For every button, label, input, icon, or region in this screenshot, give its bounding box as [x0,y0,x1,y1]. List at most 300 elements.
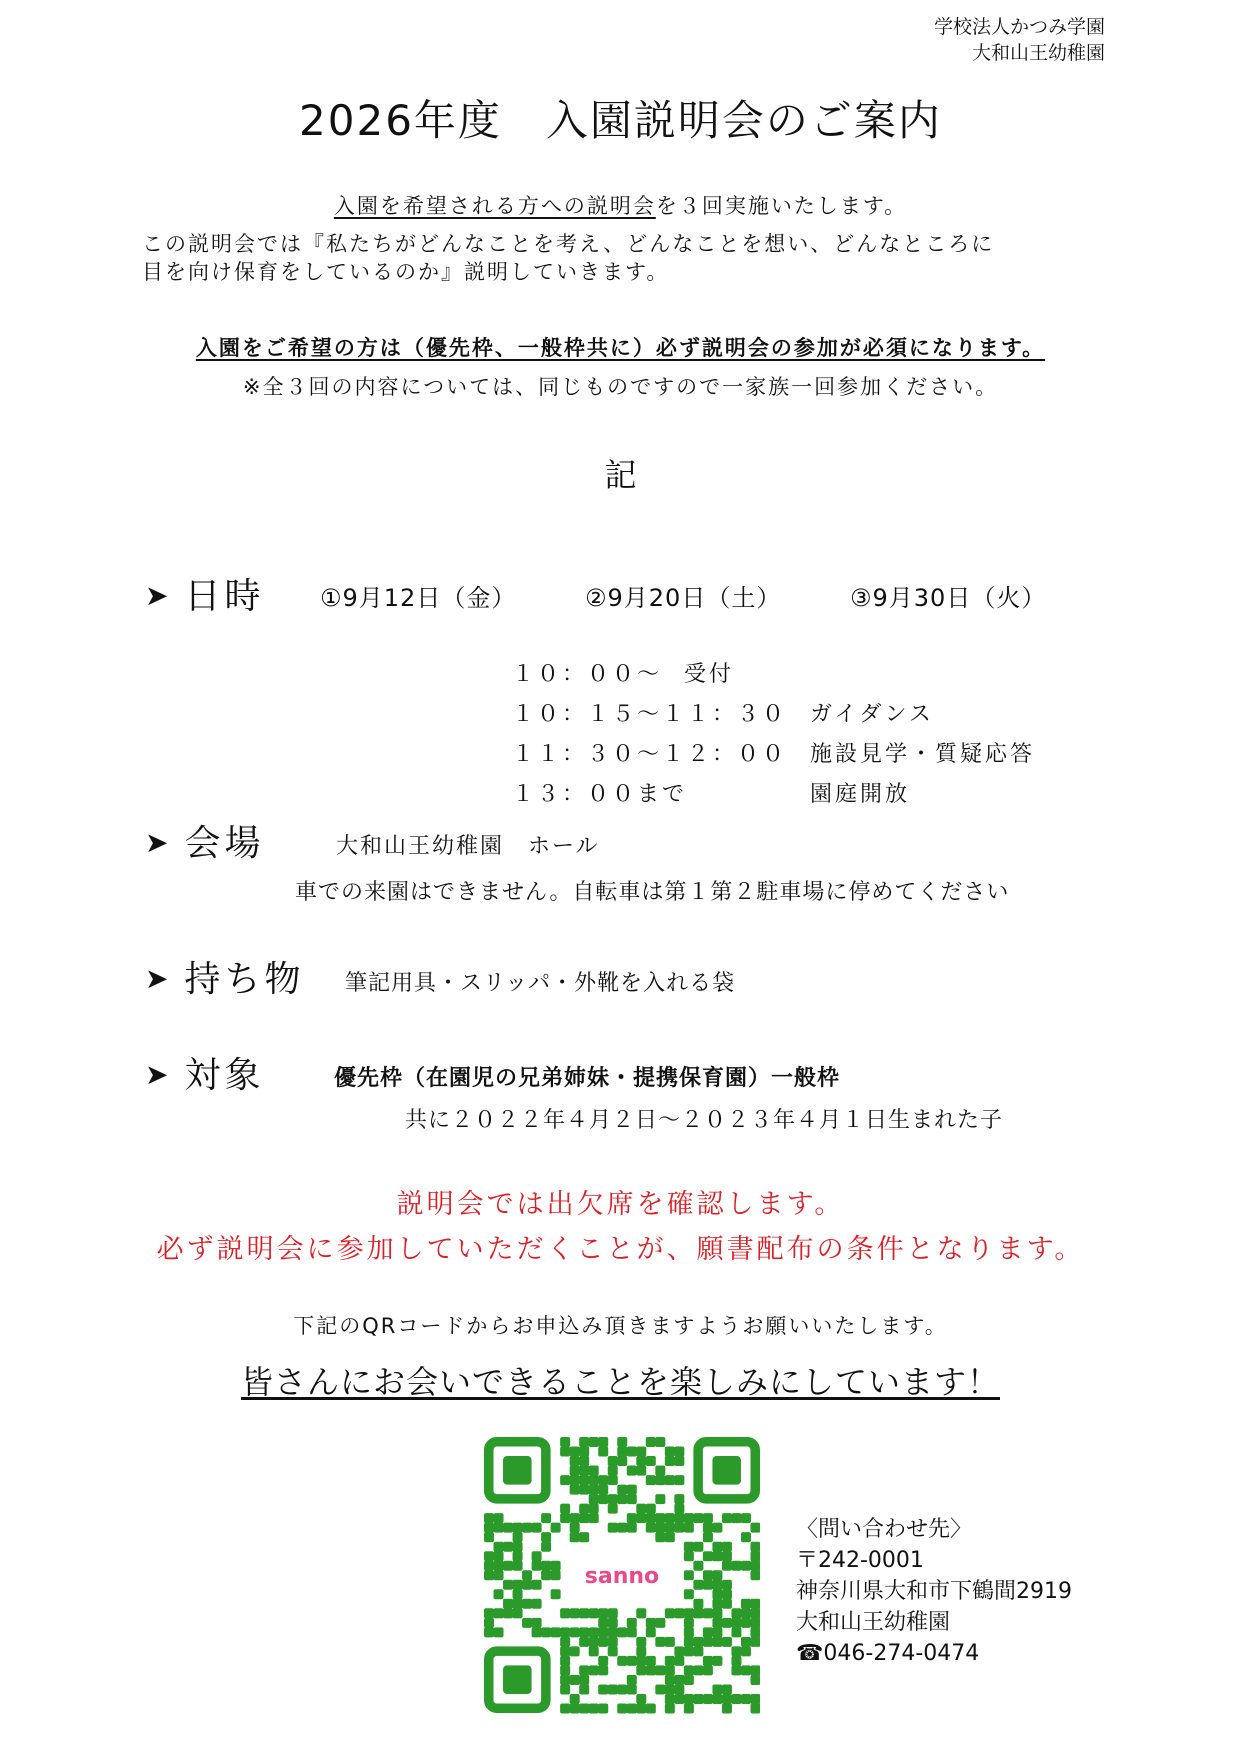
qr-module [684,1637,694,1647]
qr-module [722,1684,732,1694]
qr-module [579,1532,589,1542]
qr-module [551,1589,561,1599]
contact-info [796,1514,1072,1669]
qr-module [674,1513,684,1523]
qr-module [693,1580,703,1590]
qr-module [684,1665,694,1675]
qr-module [684,1618,694,1628]
qr-module [494,1542,504,1552]
qr-module [750,1665,760,1675]
qr-module [636,1656,646,1666]
target-line-2: 共に２０２２年４月２日～２０２３年４月１日生まれた子 [405,1108,1004,1133]
qr-module [722,1513,732,1523]
qr-module [589,1437,599,1447]
qr-module [741,1599,751,1609]
qr-module [693,1646,703,1656]
qr-module [617,1656,627,1666]
closing-message [0,1357,1241,1403]
qr-module [608,1494,618,1504]
qr-module [598,1447,608,1457]
qr-module [484,1551,494,1561]
qr-module [589,1466,599,1476]
qr-module [503,1542,513,1552]
arrow-icon: ➤ [145,1058,173,1091]
qr-module [522,1523,532,1533]
qr-module [522,1570,532,1580]
qr-module [655,1466,665,1476]
qr-module [579,1513,589,1523]
qr-module [598,1618,608,1628]
schedule-item: 園庭開放 [810,782,911,807]
qr-module [579,1637,589,1647]
qr-module [627,1703,637,1713]
qr-module [560,1646,570,1656]
qr-module [703,1532,713,1542]
qr-module [674,1523,684,1533]
qr-module [551,1570,561,1580]
qr-module [513,1599,523,1609]
qr-module [722,1599,732,1609]
qr-module [484,1570,494,1580]
qr-module [684,1675,694,1685]
qr-module [570,1456,580,1466]
qr-module [617,1437,627,1447]
datetime-label: 日時 [184,576,265,617]
qr-module [560,1703,570,1713]
qr-module [665,1523,675,1533]
qr-module [712,1551,722,1561]
qr-module [570,1646,580,1656]
qr-module [484,1513,494,1523]
qr-module [627,1675,637,1685]
qr-module [589,1513,599,1523]
qr-module [741,1608,751,1618]
qr-module [750,1599,760,1609]
qr-module [570,1523,580,1533]
belongings-items: 筆記用具・スリッパ・外靴を入れる袋 [345,971,736,996]
qr-module [731,1618,741,1628]
qr-module [684,1694,694,1704]
qr-module [541,1542,551,1552]
datetime-heading [145,568,264,619]
date-1: ①9月12日（金） [320,584,517,612]
qr-module [750,1637,760,1647]
organization [934,14,1105,66]
qr-module [712,1570,722,1580]
qr-module [579,1504,589,1514]
qr-module [684,1627,694,1637]
intro-line-1 [0,192,1241,220]
qr-module [712,1542,722,1552]
schedule-time: １３：００まで [512,782,688,807]
qr-module [636,1513,646,1523]
qr-module [665,1456,675,1466]
qr-module [598,1494,608,1504]
qr-module [693,1599,703,1609]
qr-module [655,1618,665,1628]
phone-icon: ☎ [796,1641,824,1666]
qr-module [513,1532,523,1542]
arrow-icon: ➤ [145,579,173,612]
qr-module [655,1665,665,1675]
qr-module [703,1627,713,1637]
qr-module [674,1656,684,1666]
qr-module [608,1466,618,1476]
schedule-time: １１：３０～１２：００ [512,742,788,767]
qr-module [703,1608,713,1618]
qr-module [722,1580,732,1590]
qr-module [646,1656,656,1666]
qr-module [608,1608,618,1618]
qr-module [712,1608,722,1618]
qr-module [693,1542,703,1552]
qr-module [750,1570,760,1580]
qr-module [503,1580,513,1590]
qr-module [627,1523,637,1533]
qr-module [617,1703,627,1713]
qr-module [541,1561,551,1571]
qr-module [646,1665,656,1675]
qr-module [722,1637,732,1647]
qr-module [617,1627,627,1637]
qr-module [731,1513,741,1523]
qr-module [646,1456,656,1466]
qr-module [608,1627,618,1637]
qr-module [484,1561,494,1571]
qr-module [674,1694,684,1704]
qr-module [741,1561,751,1571]
qr-module [722,1561,732,1571]
qr-module [503,1561,513,1571]
qr-module [503,1523,513,1533]
qr-module [703,1656,713,1666]
qr-module [579,1608,589,1618]
qr-module [665,1656,675,1666]
qr-module [560,1637,570,1647]
intro-line-3: 目を向け保育をしているのか』説明していきます。 [142,260,670,284]
qr-module [598,1608,608,1618]
qr-module [684,1513,694,1523]
qr-module [693,1561,703,1571]
qr-module [570,1532,580,1542]
qr-module [570,1694,580,1704]
qr-module [750,1675,760,1685]
schedule-times [512,655,787,815]
qr-module [750,1618,760,1628]
qr-module [484,1618,494,1628]
qr-module [560,1504,570,1514]
qr-module [674,1504,684,1514]
qr-module [589,1475,599,1485]
qr-module [503,1608,513,1618]
qr-module [712,1599,722,1609]
qr-module [712,1656,722,1666]
qr-module [494,1589,504,1599]
qr-module [551,1523,561,1533]
date-2: ②9月20日（土） [585,584,782,612]
qr-module [665,1703,675,1713]
qr-module [636,1504,646,1514]
qr-module [627,1494,637,1504]
intro-underlined: 入園を希望される方への説明会 [333,194,656,218]
qr-module [608,1523,618,1533]
qr-module [522,1618,532,1628]
qr-module [665,1513,675,1523]
qr-module [541,1570,551,1580]
qr-code-image [484,1437,760,1717]
qr-module [608,1475,618,1485]
qr-module [617,1684,627,1694]
qr-module [560,1627,570,1637]
qr-module [627,1618,637,1628]
arrow-icon: ➤ [145,826,173,859]
closing-message-text: 皆さんにお会いできることを楽しみにしています！ [240,1363,1000,1401]
qr-module [665,1608,675,1618]
schedule-item-first: 受付 [684,662,735,687]
org-name: 学校法人かつみ学園 [933,16,1105,38]
qr-module [589,1494,599,1504]
qr-module [674,1475,684,1485]
qr-module [551,1627,561,1637]
qr-module [484,1627,494,1637]
qr-module [598,1665,608,1675]
contact-name: 大和山王幼稚園 [796,1610,951,1635]
qr-logo-text: sanno [584,1564,660,1589]
schedule-items [810,695,1035,815]
qr-code[interactable] [484,1437,760,1717]
venue-place: 大和山王幼稚園 ホール [336,834,600,859]
qr-module [627,1485,637,1495]
schedule-item: 施設見学・質疑応答 [810,742,1036,767]
qr-module [589,1504,599,1514]
qr-module [570,1627,580,1637]
qr-module [513,1561,523,1571]
qr-module [598,1656,608,1666]
qr-module [646,1618,656,1628]
qr-module [627,1447,637,1457]
qr-module [693,1665,703,1675]
qr-module [513,1580,523,1590]
arrow-icon: ➤ [145,962,173,995]
qr-module [570,1675,580,1685]
qr-module [712,1627,722,1637]
qr-module [712,1694,722,1704]
qr-module [589,1703,599,1713]
qr-module [712,1684,722,1694]
contact-address: 神奈川県大和市下鶴間2919 [796,1579,1072,1604]
schedule-time: １０：００～ [512,662,663,687]
qr-module [608,1637,618,1647]
qr-module [570,1466,580,1476]
qr-module [513,1523,523,1533]
qr-module [712,1618,722,1628]
qr-module [598,1437,608,1447]
target-label: 対象 [184,1055,265,1096]
qr-module [722,1589,732,1599]
qr-module [503,1599,513,1609]
qr-module [589,1665,599,1675]
qr-module [674,1447,684,1457]
qr-module [589,1646,599,1656]
qr-module [655,1532,665,1542]
qr-module [513,1551,523,1561]
qr-module [627,1656,637,1666]
qr-module [570,1475,580,1485]
required-notice-text: 入園をご希望の方は（優先枠、一般枠共に）必ず説明会の参加が必須になります。 [195,336,1046,360]
qr-module [570,1703,580,1713]
qr-module [627,1684,637,1694]
qr-module [646,1475,656,1485]
qr-module [684,1523,694,1533]
qr-module [703,1637,713,1647]
school-name: 大和山王幼稚園 [971,42,1105,64]
attendance-warning: 説明会では出欠席を確認します。 [396,1189,845,1220]
qr-module [731,1656,741,1666]
belongings-heading [145,951,304,1002]
qr-module [665,1675,675,1685]
qr-finder-inner [503,1665,532,1694]
qr-module [579,1675,589,1685]
qr-module [484,1523,494,1533]
qr-module [627,1513,637,1523]
qr-finder-inner [712,1456,741,1485]
qr-module [484,1532,494,1542]
qr-module [494,1570,504,1580]
qr-module [532,1561,542,1571]
qr-module [655,1523,665,1533]
contact-tel[interactable]: 046-274-0474 [823,1641,980,1666]
qr-module [731,1694,741,1704]
qr-module [513,1589,523,1599]
qr-module [636,1646,646,1656]
qr-module [674,1456,684,1466]
intro-line-2: この説明会では『私たちがどんなことを考え、どんなことを想い、どんなところに [142,232,995,256]
qr-module [598,1637,608,1647]
qr-module [560,1675,570,1685]
qr-module [579,1485,589,1495]
qr-module [703,1694,713,1704]
qr-module [646,1504,656,1514]
qr-module [598,1485,608,1495]
qr-module [617,1485,627,1495]
qr-module [551,1561,561,1571]
qr-module [684,1608,694,1618]
qr-module [532,1627,542,1637]
qr-module [608,1646,618,1656]
qr-module [665,1532,675,1542]
qr-module [494,1561,504,1571]
qr-module [579,1456,589,1466]
venue-note: 車での来園はできません。自転車は第１第２駐車場に停めてください [295,880,1010,905]
qr-module [665,1447,675,1457]
qr-module [636,1447,646,1457]
qr-module [703,1513,713,1523]
target-heading [145,1047,264,1098]
qr-module [722,1703,732,1713]
qr-module [589,1627,599,1637]
qr-module [712,1523,722,1533]
qr-module [750,1542,760,1552]
qr-module [684,1551,694,1561]
qr-module [579,1684,589,1694]
qr-module [731,1561,741,1571]
contact-tel-row [796,1638,1072,1669]
qr-module [560,1437,570,1447]
qr-module [674,1608,684,1618]
qr-module [674,1675,684,1685]
qr-finder-inner [503,1456,532,1485]
belongings-label: 持ち物 [184,959,305,1000]
qr-module [712,1580,722,1590]
qr-module [655,1637,665,1647]
qr-module [750,1561,760,1571]
qr-module [693,1694,703,1704]
qr-module [608,1684,618,1694]
qr-module [579,1466,589,1476]
qr-module [570,1447,580,1457]
qr-module [722,1551,732,1561]
qr-module [655,1513,665,1523]
qr-module [684,1542,694,1552]
qr-module [703,1665,713,1675]
qr-module [589,1485,599,1495]
qr-module [741,1532,751,1542]
qr-module [627,1466,637,1476]
qr-module [741,1694,751,1704]
qr-module [646,1523,656,1533]
qr-module [722,1542,732,1552]
contact-postal: 〒242-0001 [796,1548,924,1573]
qr-module [579,1703,589,1713]
condition-warning: 必ず説明会に参加していただくことが、願書配布の条件となります。 [156,1234,1085,1265]
qr-module [731,1665,741,1675]
qr-module [646,1703,656,1713]
qr-module [560,1656,570,1666]
qr-module [655,1475,665,1485]
qr-module [608,1618,618,1628]
qr-module [494,1551,504,1561]
qr-module [655,1494,665,1504]
venue-heading [145,815,264,866]
qr-module [608,1504,618,1514]
schedule-item: ガイダンス [810,702,934,727]
qr-module [750,1608,760,1618]
qr-module [617,1447,627,1457]
qr-module [750,1551,760,1561]
qr-module [684,1570,694,1580]
qr-module [646,1627,656,1637]
qr-module [684,1589,694,1599]
qr-module [494,1513,504,1523]
qr-module [750,1694,760,1704]
qr-module [712,1589,722,1599]
contact-label: 〈問い合わせ先〉 [796,1517,973,1542]
qr-module [484,1608,494,1618]
qr-module [693,1608,703,1618]
qr-module [703,1580,713,1590]
qr-module [589,1608,599,1618]
qr-module [750,1703,760,1713]
qr-module [570,1608,580,1618]
qr-module [494,1608,504,1618]
qr-module [494,1523,504,1533]
qr-module [494,1627,504,1637]
qr-module [646,1437,656,1447]
qr-module [636,1665,646,1675]
qr-module [617,1523,627,1533]
qr-module [532,1618,542,1628]
qr-module [674,1646,684,1656]
